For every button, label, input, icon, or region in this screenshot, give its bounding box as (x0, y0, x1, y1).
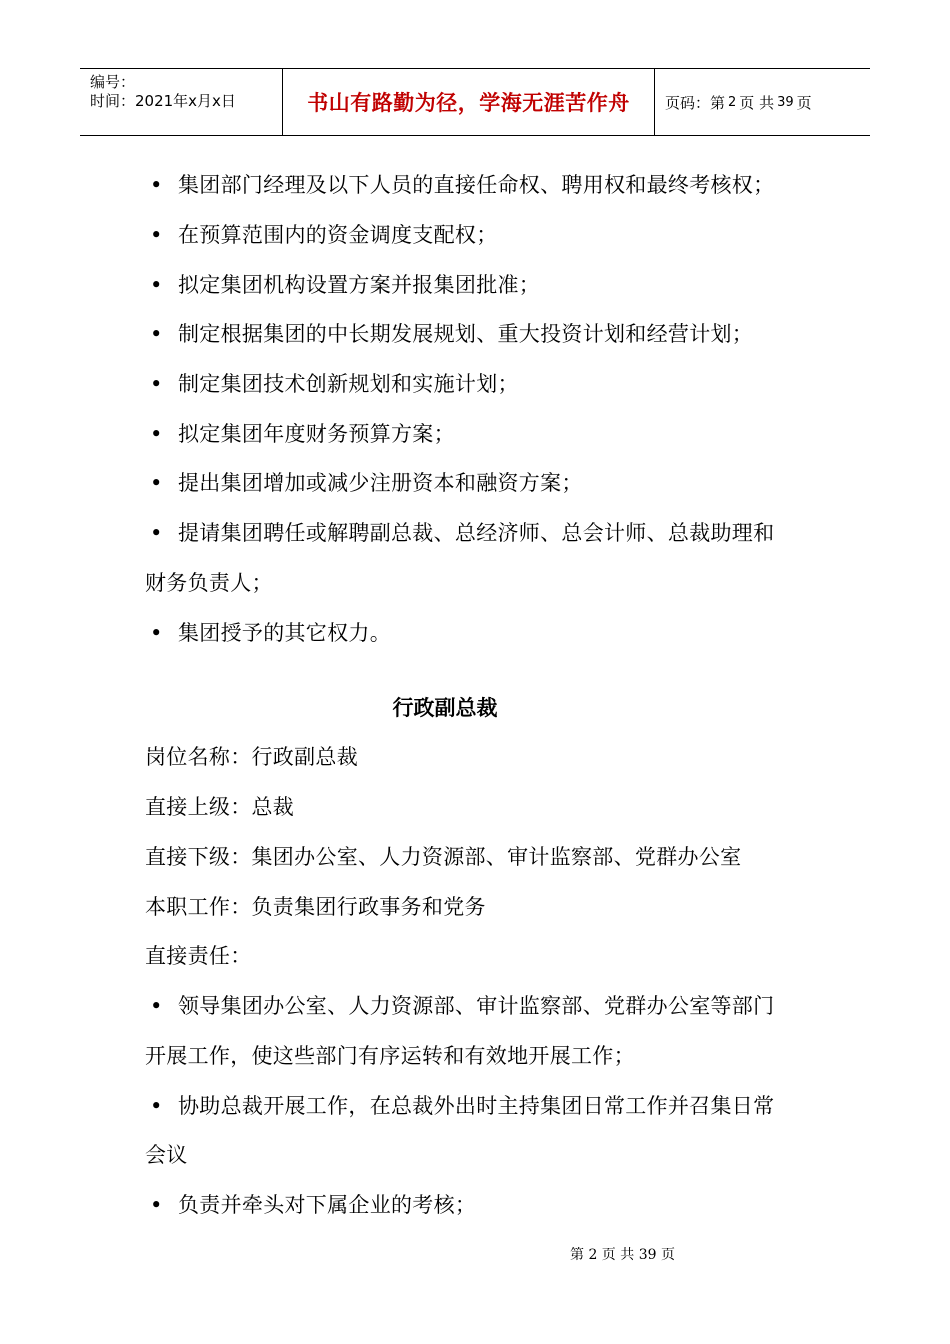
list-item: • 集团部门经理及以下人员的直接任命权、聘用权和最终考核权； (145, 171, 825, 199)
field-direct-subordinates: 直接下级：集团办公室、人力资源部、审计监察部、党群办公室 (145, 845, 742, 869)
serial-label: 编号： (90, 73, 136, 91)
bullet-icon: • (150, 471, 163, 495)
list-item: • 协助总裁开展工作，在总裁外出时主持集团日常工作并召集日常 (145, 1092, 825, 1120)
bullet-icon: • (150, 1094, 163, 1118)
header-page-number (655, 69, 870, 135)
page-mid: 页 共 (739, 93, 775, 112)
bullet-icon: • (150, 621, 163, 645)
bullet-icon: • (150, 994, 163, 1018)
header-meta (80, 69, 282, 135)
page-current: 2 (728, 94, 737, 110)
list-item: • 提请集团聘任或解聘副总裁、总经济师、总会计师、总裁助理和 (145, 519, 825, 547)
list-item: • 拟定集团机构设置方案并报集团批准； (145, 271, 825, 299)
bullet-icon: • (150, 372, 163, 396)
list-item-continuation: 会议 (145, 1143, 188, 1167)
time-label: 时间：2021年x月x日 (90, 92, 236, 110)
header-motto: 书山有路勤为径，学海无涯苦作舟 (282, 69, 655, 135)
list-item: • 在预算范围内的资金调度支配权； (145, 221, 825, 249)
page-suffix: 页 (796, 93, 812, 112)
list-item: • 拟定集团年度财务预算方案； (145, 420, 825, 448)
bullet-icon: • (150, 1193, 163, 1217)
bullet-icon: • (150, 422, 163, 446)
bullet-icon: • (150, 322, 163, 346)
page-prefix: 页码：第 (665, 93, 726, 112)
list-item-continuation: 开展工作，使这些部门有序运转和有效地开展工作； (145, 1044, 635, 1068)
field-direct-responsibility: 直接责任： (145, 944, 252, 968)
bullet-icon: • (150, 273, 163, 297)
list-item: • 提出集团增加或减少注册资本和融资方案； (145, 469, 825, 497)
bullet-icon: • (150, 521, 163, 545)
document-header (80, 68, 870, 136)
list-item: • 负责并牵头对下属企业的考核； (145, 1191, 825, 1219)
bullet-icon: • (150, 223, 163, 247)
list-item: • 制定根据集团的中长期发展规划、重大投资计划和经营计划； (145, 320, 825, 348)
field-main-work: 本职工作：负责集团行政事务和党务 (145, 895, 486, 919)
list-item: • 制定集团技术创新规划和实施计划； (145, 370, 825, 398)
field-direct-superior: 直接上级：总裁 (145, 795, 295, 819)
list-item: • 集团授予的其它权力。 (145, 619, 825, 647)
section-title: 行政副总裁 (392, 696, 498, 720)
bullet-icon: • (150, 173, 163, 197)
list-item: • 领导集团办公室、人力资源部、审计监察部、党群办公室等部门 (145, 992, 825, 1020)
list-item-continuation: 财务负责人； (145, 571, 273, 595)
page-footer: 第 2 页 共 39 页 (570, 1247, 675, 1263)
field-position-name: 岗位名称：行政副总裁 (145, 745, 358, 769)
page-total: 39 (777, 94, 794, 110)
